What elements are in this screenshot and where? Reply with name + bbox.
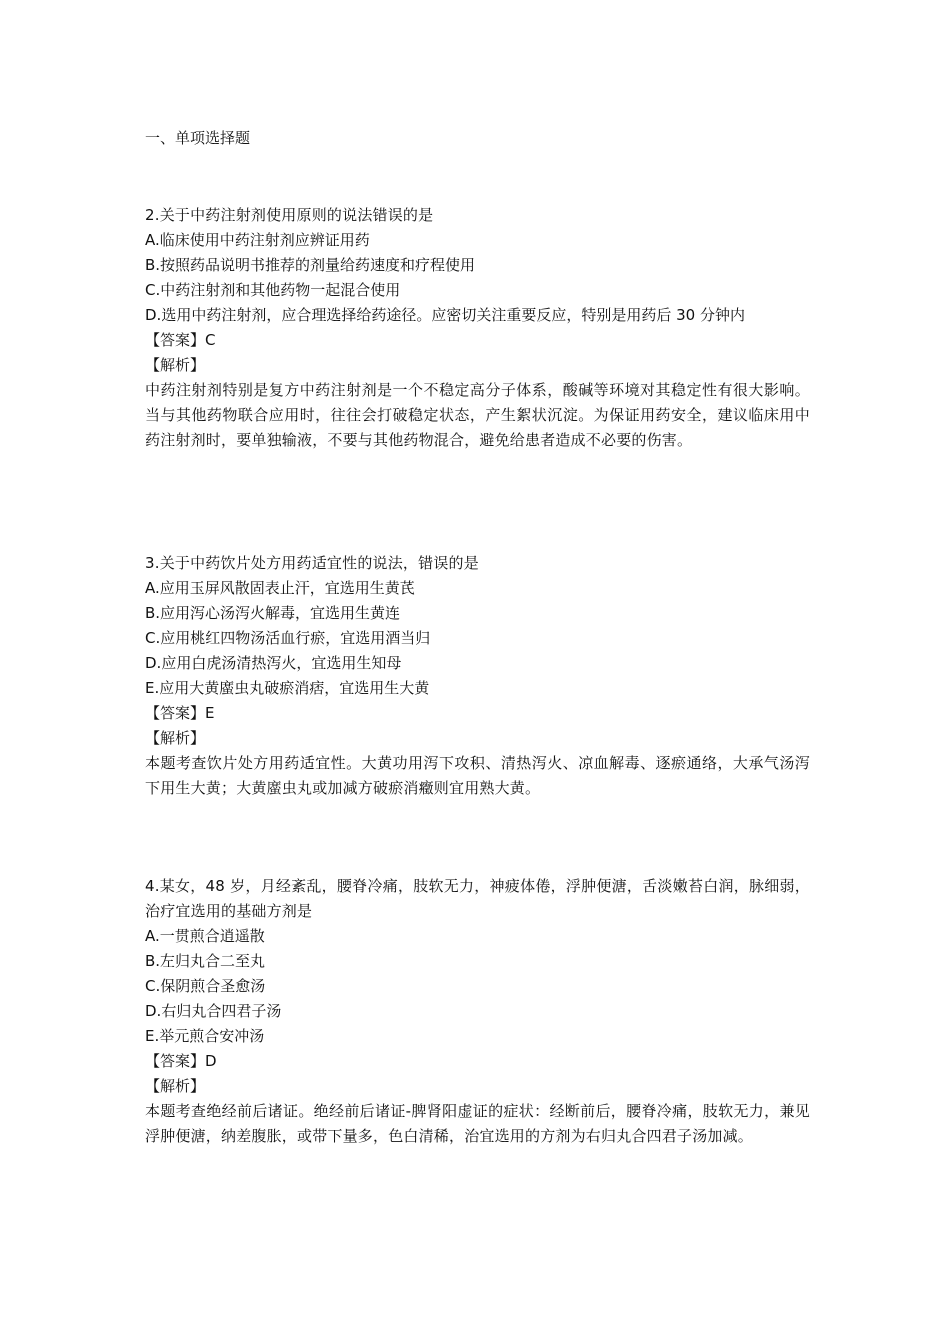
question-2 bbox=[145, 203, 810, 453]
question-4 bbox=[145, 874, 810, 1149]
question-stem: 2.关于中药注射剂使用原则的说法错误的是 bbox=[145, 206, 434, 224]
answer: 【答案】E bbox=[145, 704, 215, 722]
section-title: 一、单项选择题 bbox=[145, 129, 251, 147]
analysis-label: 【解析】 bbox=[145, 1077, 206, 1095]
option-b: B.按照药品说明书推荐的剂量给药速度和疗程使用 bbox=[145, 256, 476, 274]
option-a: A.一贯煎合逍遥散 bbox=[145, 927, 265, 945]
question-3 bbox=[145, 551, 810, 801]
option-a: A.临床使用中药注射剂应辨证用药 bbox=[145, 231, 370, 249]
document-page bbox=[145, 126, 810, 1149]
option-c: C.保阴煎合圣愈汤 bbox=[145, 977, 266, 995]
option-b: B.左归丸合二至丸 bbox=[145, 952, 266, 970]
option-b: B.应用泻心汤泻火解毒，宜选用生黄连 bbox=[145, 604, 401, 622]
option-e: E.应用大黄䗪虫丸破瘀消痞，宜选用生大黄 bbox=[145, 679, 430, 697]
analysis-label: 【解析】 bbox=[145, 729, 206, 747]
question-stem: 4.某女，48 岁，月经紊乱，腰脊冷痛，肢软无力，神疲体倦，浮肿便溏，舌淡嫩苔白润，脉细弱，治疗宜选用的基础方剂是 bbox=[145, 877, 810, 920]
option-c: C.应用桃红四物汤活血行瘀，宜选用酒当归 bbox=[145, 629, 431, 647]
option-d: D.右归丸合四君子汤 bbox=[145, 1002, 282, 1020]
option-d: D.选用中药注射剂，应合理选择给药途径。应密切关注重要反应，特别是用药后 30 分钟内 bbox=[145, 306, 745, 324]
option-e: E.举元煎合安冲汤 bbox=[145, 1027, 265, 1045]
analysis-text: 本题考查饮片处方用药适宜性。大黄功用泻下攻积、清热泻火、凉血解毒、逐瘀通络，大承气汤泻下用生大黄；大黄䗪虫丸或加减方破瘀消癥则宜用熟大黄。 bbox=[145, 754, 810, 797]
question-stem: 3.关于中药饮片处方用药适宜性的说法，错误的是 bbox=[145, 554, 479, 572]
analysis-label: 【解析】 bbox=[145, 356, 206, 374]
option-c: C.中药注射剂和其他药物一起混合使用 bbox=[145, 281, 401, 299]
analysis-text: 中药注射剂特别是复方中药注射剂是一个不稳定高分子体系，酸碱等环境对其稳定性有很大影响。当与其他药物联合应用时，往往会打破稳定状态，产生絮状沉淀。为保证用药安全，建议临床用中药注射剂时，要单独输液，不要与其他药物混合，避免给患者造成不必要的伤害。 bbox=[145, 381, 810, 449]
answer: 【答案】D bbox=[145, 1052, 217, 1070]
answer: 【答案】C bbox=[145, 331, 216, 349]
option-a: A.应用玉屏风散固表止汗，宜选用生黄芪 bbox=[145, 579, 415, 597]
analysis-text: 本题考查绝经前后诸证。绝经前后诸证-脾肾阳虚证的症状：经断前后，腰脊冷痛，肢软无力，兼见浮肿便溏，纳差腹胀，或带下量多，色白清稀，治宜选用的方剂为右归丸合四君子汤加减。 bbox=[145, 1102, 810, 1145]
option-d: D.应用白虎汤清热泻火，宜选用生知母 bbox=[145, 654, 402, 672]
